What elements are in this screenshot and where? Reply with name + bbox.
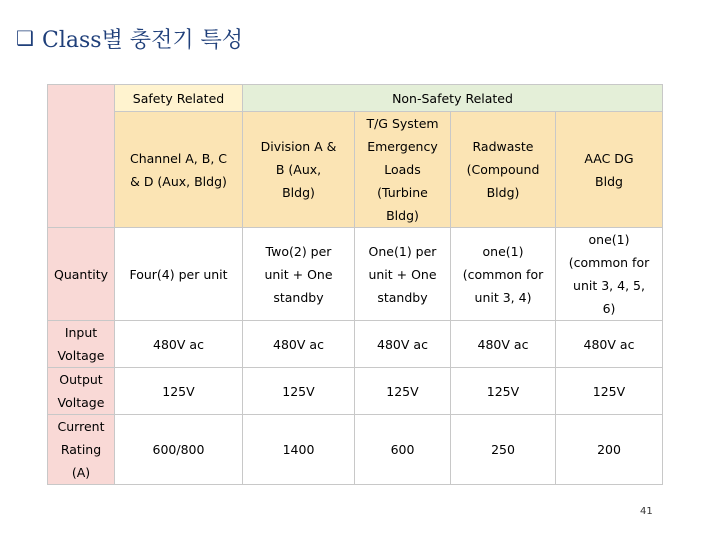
table-cell: 200 [556,415,663,485]
table-cell: 480V ac [451,321,556,368]
table-cell: 480V ac [115,321,243,368]
header-radwaste: Radwaste (Compound Bldg) [451,112,556,228]
table-corner-cell [48,85,115,228]
table-row [48,368,663,415]
table-row [48,112,663,228]
slide-title [14,22,243,54]
table-cell: 480V ac [556,321,663,368]
checkbox-bullet-icon: ❑ [16,26,34,50]
table-cell: 480V ac [243,321,355,368]
header-emergency: T/G System Emergency Loads (Turbine Bldg) [355,112,451,228]
table-cell: Four(4) per unit [115,228,243,321]
row-label-input-voltage: Input Voltage [48,321,115,368]
table-cell: 125V [451,368,556,415]
header-aac: AAC DG Bldg [556,112,663,228]
table-cell: 600/800 [115,415,243,485]
table-cell: 125V [355,368,451,415]
table-cell: 125V [115,368,243,415]
header-safety-related: Safety Related [115,85,243,112]
table-cell: 250 [451,415,556,485]
slide-title-text: Class별 충전기 특성 [42,27,244,53]
table-cell: 480V ac [355,321,451,368]
row-label-output-voltage: Output Voltage [48,368,115,415]
table-cell: 125V [556,368,663,415]
table-cell: one(1) (common for unit 3, 4) [451,228,556,321]
table-row [48,415,663,485]
row-label-current-rating: Current Rating (A) [48,415,115,485]
charger-spec-table [47,84,663,485]
table-cell: Two(2) per unit + One standby [243,228,355,321]
header-channel: Channel A, B, C & D (Aux, Bldg) [115,112,243,228]
header-non-safety-related: Non-Safety Related [243,85,663,112]
header-division: Division A & B (Aux, Bldg) [243,112,355,228]
table-row [48,85,663,112]
row-label-quantity: Quantity [48,228,115,321]
table-cell: 125V [243,368,355,415]
table-row [48,321,663,368]
table-row [48,228,663,321]
page-number: 41 [640,506,653,517]
table-cell: 600 [355,415,451,485]
table-cell: 1400 [243,415,355,485]
table-cell: One(1) per unit + One standby [355,228,451,321]
table-cell: one(1) (common for unit 3, 4, 5, 6) [556,228,663,321]
